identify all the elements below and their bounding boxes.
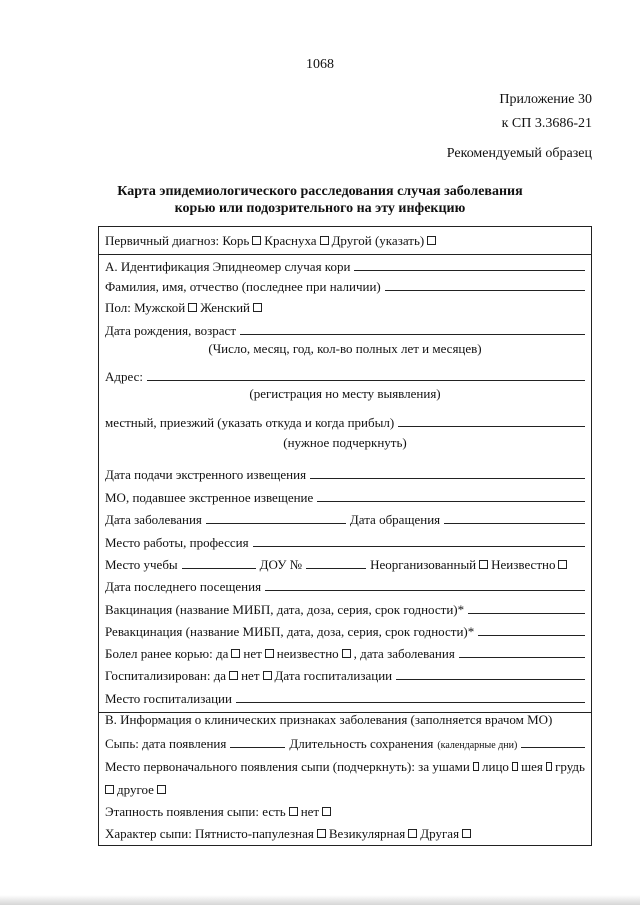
rash-place-row — [105, 757, 585, 777]
illness-date-row — [105, 510, 585, 530]
rash-stages-no-label: нет — [300, 804, 320, 819]
page-number: 1068 — [306, 57, 334, 72]
workplace-field[interactable] — [253, 533, 585, 547]
appeal-date-label: Дата обращения — [349, 512, 441, 527]
last-visit-row — [105, 577, 585, 597]
address-hint-row — [105, 384, 585, 404]
appeal-date-field[interactable] — [444, 510, 585, 524]
underline-hint: (нужное подчеркнуть) — [283, 435, 407, 450]
full-name-label: Фамилия, имя, отчество (последнее при наличии) — [105, 279, 381, 294]
local-arrived-label: местный, приезжий (указать откуда и когда прибыл) — [105, 415, 395, 430]
revaccination-field[interactable] — [478, 622, 585, 636]
section-b-row — [105, 710, 585, 730]
dou-field[interactable] — [306, 555, 366, 569]
rash-date-row — [105, 734, 585, 754]
last-visit-label: Дата последнего посещения — [105, 579, 262, 594]
revaccination-row — [105, 622, 585, 642]
form-title-line-1: Карта эпидемиологического расследования случая заболевания — [117, 184, 523, 199]
form-title-line-2: корью или подозрительного на эту инфекцию — [174, 201, 466, 216]
workplace-row — [105, 533, 585, 553]
other-place-checkbox[interactable] — [157, 785, 166, 794]
unknown-study-checkbox[interactable] — [558, 560, 567, 569]
rubella-label: Краснуха — [264, 233, 317, 248]
unknown-study-label: Неизвестно — [491, 557, 556, 572]
section-b-label: В. Информация о клинических признаках заболевания (заполняется врачом МО) — [105, 712, 553, 727]
rash-stages-row — [105, 802, 585, 822]
rash-stages-label: Этапность появления сыпи: есть — [105, 804, 286, 819]
vaccination-label: Вакцинация (название МИБП, дата, доза, серия, срок годности)* — [105, 602, 465, 617]
illness-date-field[interactable] — [206, 510, 346, 524]
local-arrived-row — [105, 413, 585, 433]
prior-illness-date-label: , дата заболевания — [353, 646, 455, 661]
appendix-line-3: Рекомендуемый образец — [446, 146, 592, 161]
rash-character-row — [105, 824, 585, 844]
rash-stages-yes-checkbox[interactable] — [289, 807, 298, 816]
hosp-date-field[interactable] — [396, 666, 585, 680]
maculopapular-checkbox[interactable] — [317, 829, 326, 838]
other-place-label: другое — [117, 782, 154, 797]
prior-measles-label: Болел ранее корью: да — [105, 646, 229, 661]
prior-measles-unknown-checkbox[interactable] — [342, 649, 351, 658]
mo-notice-label: МО, подавшее экстренное извещение — [105, 490, 314, 505]
female-label: Женский — [200, 300, 250, 315]
hosp-place-label: Место госпитализации — [105, 691, 232, 706]
rash-date-field[interactable] — [230, 734, 285, 748]
behind-ears-checkbox[interactable] — [473, 762, 479, 771]
neck-label: шея — [521, 759, 543, 774]
other-character-label: Другая — [420, 826, 460, 841]
emergency-notice-label: Дата подачи экстренного извещения — [105, 467, 307, 482]
illness-date-label: Дата заболевания — [105, 512, 202, 527]
face-label: лицо — [482, 759, 509, 774]
prior-measles-unknown-label: неизвестно — [276, 646, 339, 661]
vesicular-checkbox[interactable] — [408, 829, 417, 838]
emergency-notice-field[interactable] — [310, 465, 585, 479]
hospitalized-label: Госпитализирован: да — [105, 668, 227, 683]
dou-label: ДОУ № — [259, 557, 303, 572]
prior-illness-date-field[interactable] — [459, 644, 585, 658]
birth-field[interactable] — [240, 321, 585, 335]
prior-measles-row — [105, 644, 585, 664]
prior-measles-no-label: нет — [243, 646, 262, 661]
hosp-date-label: Дата госпитализации — [274, 668, 393, 683]
calendar-days-label: (календарные дни) — [437, 740, 518, 751]
form-title — [0, 183, 640, 217]
birth-hint: (Число, месяц, год, кол-во полных лет и месяцев) — [208, 341, 482, 356]
rash-stages-no-checkbox[interactable] — [322, 807, 331, 816]
rash-character-label: Характер сыпи: Пятнисто-папулезная — [105, 826, 314, 841]
hospitalized-row — [105, 666, 585, 686]
address-label: Адрес: — [105, 369, 143, 384]
address-field[interactable] — [147, 367, 585, 381]
divider — [99, 254, 591, 255]
prior-measles-no-checkbox[interactable] — [265, 649, 274, 658]
other-diagnosis-checkbox[interactable] — [427, 236, 436, 245]
duration-field[interactable] — [521, 734, 585, 748]
birth-row — [105, 321, 585, 341]
hosp-place-field[interactable] — [236, 689, 585, 703]
rash-date-label: Сыпь: дата появления — [105, 736, 227, 751]
mo-notice-row — [105, 488, 585, 508]
emergency-notice-row — [105, 465, 585, 485]
underline-hint-row — [105, 433, 585, 453]
other-diagnosis-label: Другой (указать) — [331, 233, 425, 248]
sex-row — [105, 298, 585, 318]
section-a-row — [105, 257, 585, 277]
male-checkbox[interactable] — [188, 303, 197, 312]
unorganized-checkbox[interactable] — [479, 560, 488, 569]
face-checkbox[interactable] — [512, 762, 518, 771]
chest-checkbox[interactable] — [105, 785, 114, 794]
hospitalized-no-label: нет — [241, 668, 260, 683]
page-edge-shadow — [0, 895, 640, 905]
study-place-row — [105, 555, 585, 575]
study-place-label: Место учебы — [105, 557, 178, 572]
appendix-line-1: Приложение 30 — [499, 92, 592, 107]
vaccination-field[interactable] — [468, 600, 585, 614]
mo-notice-field[interactable] — [317, 488, 585, 502]
study-place-field[interactable] — [182, 555, 256, 569]
hosp-place-row — [105, 689, 585, 709]
hospitalized-no-checkbox[interactable] — [263, 671, 272, 680]
case-number-field[interactable] — [354, 257, 585, 271]
rash-place-label: Место первоначального появления сыпи (подчеркнуть): за ушами — [105, 759, 470, 774]
vaccination-row — [105, 600, 585, 620]
revaccination-label: Ревакцинация (название МИБП, дата, доза, серия, срок годности)* — [105, 624, 475, 639]
measles-checkbox[interactable] — [252, 236, 261, 245]
last-visit-field[interactable] — [265, 577, 585, 591]
primary-diagnosis-label: Первичный диагноз: Корь — [105, 233, 250, 248]
duration-label: Длительность сохранения — [289, 736, 434, 751]
appendix-line-2: к СП 3.3686-21 — [501, 116, 592, 131]
unorganized-label: Неорганизованный — [370, 557, 477, 572]
primary-diagnosis-row — [105, 231, 585, 251]
birth-label: Дата рождения, возраст — [105, 323, 237, 338]
female-checkbox[interactable] — [253, 303, 262, 312]
chest-label: грудь — [555, 759, 585, 774]
neck-checkbox[interactable] — [546, 762, 552, 771]
section-a-label: А. Идентификация Эпиднеомер случая кори — [105, 259, 351, 274]
other-character-checkbox[interactable] — [462, 829, 471, 838]
prior-measles-yes-checkbox[interactable] — [231, 649, 240, 658]
birth-hint-row — [105, 339, 585, 359]
full-name-field[interactable] — [385, 277, 585, 291]
address-hint: (регистрация но месту выявления) — [249, 386, 441, 401]
workplace-label: Место работы, профессия — [105, 535, 249, 550]
investigation-form — [98, 226, 592, 846]
rubella-checkbox[interactable] — [320, 236, 329, 245]
rash-other-row — [105, 780, 585, 800]
full-name-row — [105, 277, 585, 297]
vesicular-label: Везикулярная — [328, 826, 406, 841]
local-arrived-field[interactable] — [398, 413, 585, 427]
sex-label: Пол: Мужской — [105, 300, 186, 315]
hospitalized-yes-checkbox[interactable] — [229, 671, 238, 680]
